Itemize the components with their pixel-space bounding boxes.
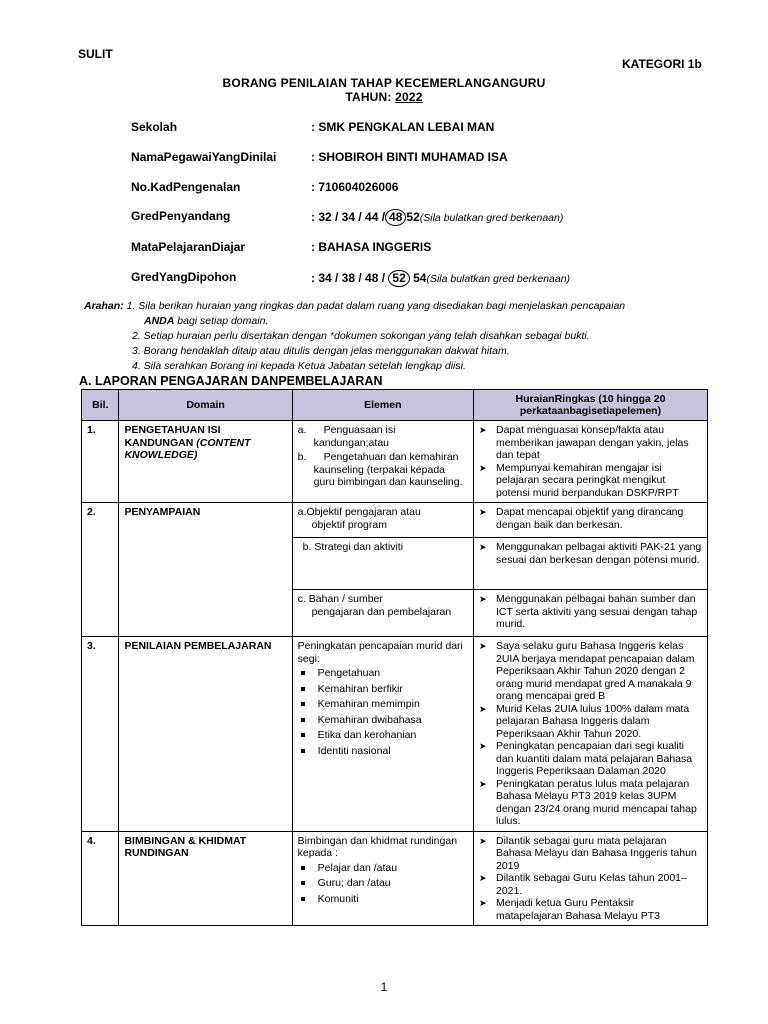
gred-last: 52	[406, 210, 420, 224]
instruction-4: 4. Sila serahkan Borang ini kepada Ketua Jabatan setelah lengkap diisi.	[132, 360, 466, 372]
gredpohon-options: : 34 / 38 / 48 /	[311, 271, 386, 285]
row1-elemen	[292, 421, 473, 503]
header-bil: Bil.	[82, 390, 119, 421]
classification-label: SULIT	[78, 47, 113, 61]
gredpohon-label: GredYangDipohon	[131, 270, 237, 284]
form-year	[0, 90, 768, 104]
year-label: TAHUN:	[345, 90, 392, 104]
page-number: 1	[380, 980, 388, 994]
year-value: 2022	[395, 90, 423, 104]
gred-label: GredPenyandang	[131, 209, 231, 223]
row2-huraian-c	[473, 590, 707, 637]
list-item: Kemahiran memimpin	[298, 698, 468, 711]
nama-label: NamaPegawaiYangDinilai	[131, 150, 277, 164]
instructions	[84, 299, 724, 374]
row4-bil: 4.	[82, 831, 119, 926]
instruction-1-emphasis: ANDA	[144, 315, 175, 327]
list-item: ➤ Dapat menguasai konsep/fakta atau memberikan jawapan dengan yakin, jelas dan tepat	[479, 424, 702, 462]
header-elemen: Elemen	[292, 390, 473, 421]
list-item: Kemahiran berfikir	[298, 683, 468, 696]
mata-value: : BAHASA INGGERIS	[311, 240, 432, 254]
row2-elemen-c: c. Bahan / sumber pengajaran dan pembelajaran	[292, 590, 473, 637]
table-row	[82, 637, 708, 832]
row3-elemen	[292, 637, 473, 832]
list-item: ➤ Menggunakan pelbagai bahan sumber dan ICT serta aktiviti yang sesuai dengan tahap murid.	[479, 593, 702, 631]
gred-circled: 48	[385, 209, 406, 226]
list-item: ➤ Menggunakan pelbagai aktiviti PAK-21 yang sesuai dan berkesan dengan potensi murid.	[479, 541, 702, 566]
row2-huraian-a	[473, 503, 707, 538]
gred-options: : 32 / 34 / 44 /	[311, 210, 386, 224]
row2-elemen-b: b. Strategi dan aktiviti	[292, 538, 473, 590]
row1-bil: 1.	[82, 421, 119, 503]
row2-huraian-b	[473, 538, 707, 590]
row4-intro: Bimbingan dan khidmat rundingan kepada :	[297, 834, 458, 859]
table-header-row	[82, 390, 708, 421]
list-item: ➤ Menjadi ketua Guru Pentaksir matapelajaran Bahasa Melayu PT3	[479, 897, 702, 922]
list-item: b. Pengetahuan dan kemahiran kaunseling (terpakai kepada guru bimbingan dan kaunseling.	[297, 451, 463, 488]
row2-bil: 2.	[82, 503, 119, 637]
list-item: ➤ Dilantik sebagai Guru Kelas tahun 2001– 2021.	[479, 872, 702, 897]
list-item: a. Penguasaan isi kandungan;atau	[297, 424, 396, 449]
nama-value: : SHOBIROH BINTI MUHAMAD ISA	[311, 150, 508, 164]
list-item: Pelajar dan /atau	[298, 862, 468, 875]
row4-elemen	[292, 831, 473, 926]
header-domain: Domain	[119, 390, 292, 421]
list-item: ➤ Peningkatan pencapaian dari segi kualiti dan kuantiti dalam mata pelajaran Bahasa Inggeris Peperiksaan Dalaman 2020	[479, 740, 702, 778]
list-item: Komuniti	[298, 893, 468, 906]
row3-huraian	[473, 637, 707, 832]
kp-label: No.KadPengenalan	[131, 180, 241, 194]
instructions-label: Arahan:	[84, 300, 124, 312]
list-item: ➤ Dapat mencapai objektif yang dirancang dengan baik dan berkesan.	[479, 506, 702, 531]
list-item: Etika dan kerohanian	[298, 729, 468, 742]
list-item: Kemahiran dwibahasa	[298, 714, 468, 727]
row3-bil: 3.	[82, 637, 119, 832]
list-item: ➤ Mempunyai kemahiran mengajar isi pelajaran secara peringkat mengikut potensi murid berpandukan DSKP/RPT	[479, 462, 702, 500]
kp-value: : 710604026006	[311, 180, 399, 194]
instruction-2: 2. Setiap huraian perlu disertakan dengan *dokumen sokongan yang telah disahkan sebagai bukti.	[132, 330, 590, 342]
row1-domain	[119, 421, 292, 503]
list-item: Pengetahuan	[298, 667, 468, 680]
report-table	[81, 389, 708, 926]
row3-intro: Peningkatan pencapaian murid dari segi:	[297, 640, 463, 665]
row1-domain-italic: (CONTENT KNOWLEDGE)	[124, 436, 251, 461]
gred-hint: (Sila bulatkan gred berkenaan)	[419, 212, 564, 224]
form-title: BORANG PENILAIAN TAHAP KECEMERLANGANGURU	[222, 76, 546, 90]
gredpohon-value	[311, 270, 570, 287]
list-item: Identiti nasional	[298, 745, 468, 758]
row3-domain: PENILAIAN PEMBELAJARAN	[119, 637, 292, 832]
table-row	[82, 503, 708, 538]
sekolah-label: Sekolah	[131, 120, 178, 134]
row2-elemen-a: a.Objektif pengajaran atau objektif program	[292, 503, 473, 538]
row4-domain: BIMBINGAN & KHIDMAT RUNDINGAN	[119, 831, 292, 926]
section-title: A. LAPORAN PENGAJARAN DANPEMBELAJARAN	[79, 374, 383, 388]
row1-domain-text: PENGETAHUAN ISI KANDUNGAN	[124, 424, 221, 449]
list-item: ➤ Murid Kelas 2UIA lulus 100% dalam mata pelajaran Bahasa Inggeris dalam Peperiksaan Akhir Tahun 2020.	[479, 703, 702, 741]
row4-huraian	[473, 831, 707, 926]
row2-domain: PENYAMPAIAN	[119, 503, 292, 637]
sekolah-value: : SMK PENGKALAN LEBAI MAN	[311, 120, 495, 134]
row1-huraian	[473, 421, 707, 503]
category-label: KATEGORI 1b	[622, 57, 702, 71]
mata-label: MataPelajaranDiajar	[131, 240, 246, 254]
table-row	[82, 421, 708, 503]
list-item: Guru; dan /atau	[298, 877, 468, 890]
gred-value	[311, 209, 563, 226]
instruction-1-cont: bagi setiap domain.	[177, 315, 269, 327]
gredpohon-circled: 52	[388, 270, 409, 287]
list-item: ➤ Dilantik sebagai guru mata pelajaran Bahasa Melayu dan Bahasa Inggeris tahun 2019	[479, 835, 702, 873]
table-row	[82, 831, 708, 926]
list-item: ➤ Peningkatan peratus lulus mata pelajaran Bahasa Melayu PT3 2019 kelas 3UPM dengan 23/24 orang murid mencapai tahap lulus.	[479, 778, 702, 828]
list-item: ➤ Saya selaku guru Bahasa Inggeris kelas 2UIA berjaya mendapat pencapaian dalam Peperiksaan Akhir Tahun 2020 dengan 2 orang murid mendapat gred A manakala 9 orang mencapai gred B	[479, 640, 702, 703]
gredpohon-hint: (Sila bulatkan gred berkenaan)	[426, 273, 571, 285]
header-huraian: HuraianRingkas (10 hingga 20 perkataanbagisetiapelemen)	[473, 390, 707, 421]
instruction-1: 1. Sila berikan huraian yang ringkas dan padat dalam ruang yang disediakan bagi menjelaskan pencapaian	[126, 300, 626, 312]
gredpohon-last: 54	[413, 271, 427, 285]
instruction-3: 3. Borang hendaklah ditaip atau ditulis dengan jelas menggunakan dakwat hitam.	[132, 345, 510, 357]
